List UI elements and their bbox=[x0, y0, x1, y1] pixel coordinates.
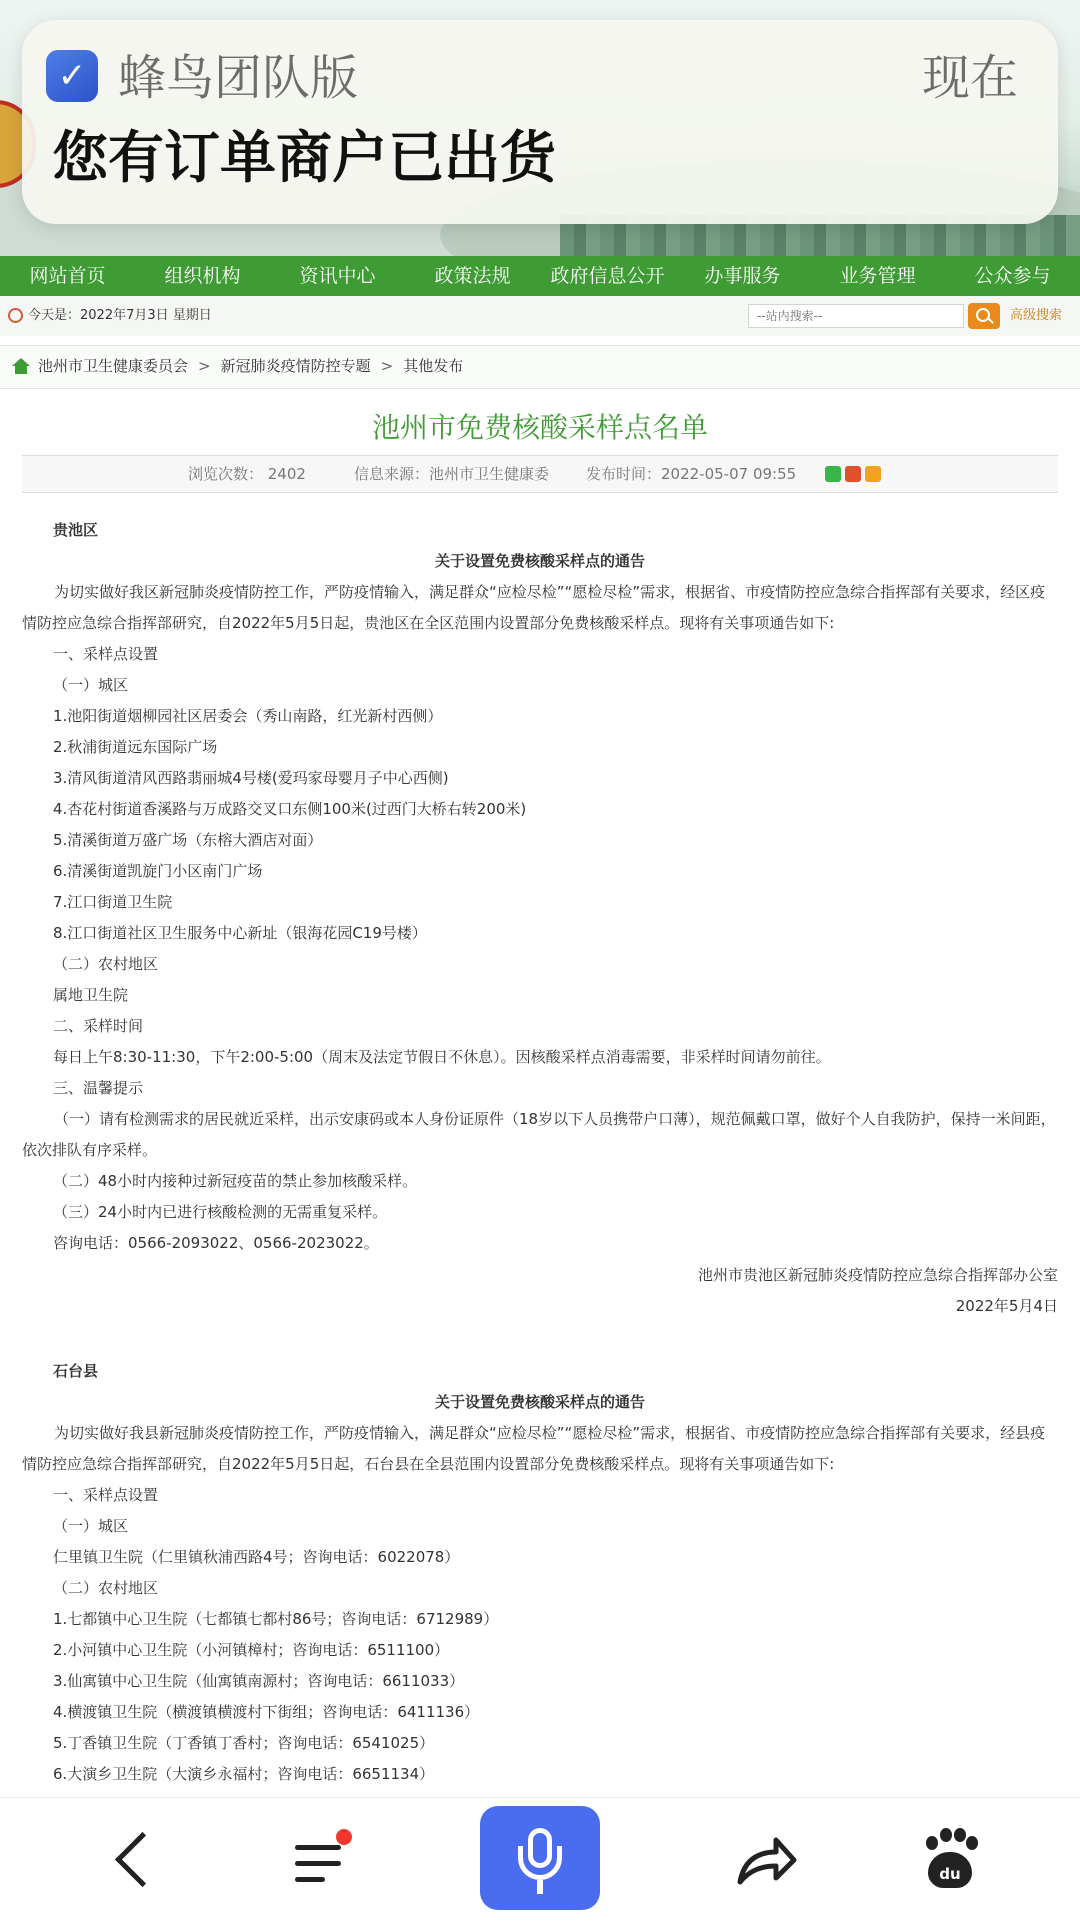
sampling-site: 3.仙寓镇中心卫生院（仙寓镇南源村；咨询电话：6611033） bbox=[53, 1672, 465, 1690]
sampling-site: 2.小河镇中心卫生院（小河镇樟村；咨询电话：6511100） bbox=[53, 1641, 450, 1659]
view-count: 浏览次数： 2402 bbox=[188, 465, 306, 483]
sampling-site: 1.七都镇中心卫生院（七都镇七都村86号；咨询电话：6712989） bbox=[53, 1610, 499, 1628]
main-nav bbox=[0, 256, 1080, 296]
baidu-paw-icon bbox=[926, 1836, 938, 1850]
notice-heading: 关于设置免费核酸采样点的通告 bbox=[434, 1393, 645, 1411]
notification-app-name: 蜂鸟团队版 bbox=[118, 50, 359, 106]
notice-intro: 为切实做好我县新冠肺炎疫情防控工作，严防疫情输入，满足群众“应检尽检”“愿检尽检”需求，根据省、市疫情防控应急综合指挥部有关要求，经县疫情防控应急综合指挥部研究，自2022年5月5日起，石台县在全县范围内设置部分免费核酸采样点。现将有关事项通告如下: bbox=[22, 1424, 1046, 1473]
breadcrumb-separator: > bbox=[198, 357, 211, 375]
breadcrumb-separator: > bbox=[380, 357, 394, 375]
consult-phone: 咨询电话：0566-2093022、0566-2023022。 bbox=[53, 1234, 379, 1252]
wechat-share-icon[interactable] bbox=[825, 466, 841, 482]
sub-section-heading: （二）农村地区 bbox=[53, 955, 159, 973]
nav-item-participation[interactable]: 公众参与 bbox=[974, 265, 1051, 287]
nav-item-policy[interactable]: 政策法规 bbox=[434, 265, 511, 287]
breadcrumb-item-other[interactable]: 其他发布 bbox=[403, 357, 464, 375]
sampling-site: 仁里镇卫生院（仁里镇秋浦西路4号；咨询电话：6022078） bbox=[53, 1548, 460, 1566]
section-heading: 二、采样时间 bbox=[53, 1017, 144, 1035]
page-title: 池州市免费核酸采样点名单 bbox=[371, 411, 708, 444]
menu-icon bbox=[295, 1845, 341, 1850]
clock-icon bbox=[8, 308, 23, 323]
tip-text: （一）请有检测需求的居民就近采样，出示安康码或本人身份证原件（18岁以下人员携带户口薄），规范佩戴口罩，做好个人自我防护，保持一米间距，依次排队有序采样。 bbox=[22, 1110, 1056, 1159]
sampling-site: 属地卫生院 bbox=[53, 986, 129, 1004]
site-search-input[interactable] bbox=[748, 304, 964, 328]
back-button[interactable] bbox=[105, 1828, 155, 1898]
baidu-label: du bbox=[928, 1852, 972, 1888]
breadcrumb-item-health-commission[interactable]: 池州市卫生健康委员会 bbox=[38, 357, 189, 375]
district-heading: 石台县 bbox=[53, 1362, 99, 1380]
notice-signature: 池州市贵池区新冠肺炎疫情防控应急综合指挥部办公室 bbox=[697, 1266, 1058, 1284]
browser-toolbar bbox=[0, 1797, 1080, 1921]
push-notification[interactable] bbox=[22, 20, 1058, 224]
section-heading: 三、温馨提示 bbox=[53, 1079, 144, 1097]
sampling-site: 8.江口街道社区卫生服务中心新址（银海花园C19号楼） bbox=[53, 924, 427, 942]
notification-time: 现在 bbox=[921, 50, 1018, 106]
tip-text: （二）48小时内接种过新冠疫苗的禁止参加核酸采样。 bbox=[53, 1172, 418, 1190]
sampling-site: 5.清溪街道万盛广场（东榕大酒店对面） bbox=[53, 831, 323, 849]
sub-section-heading: （一）城区 bbox=[53, 676, 129, 694]
breadcrumb-item-covid-topic[interactable]: 新冠肺炎疫情防控专题 bbox=[220, 357, 371, 375]
sampling-hours: 每日上午8:30-11:30，下午2:00-5:00（周末及法定节假日不休息）。因核酸采样点消毒需要，非采样时间请勿前往。 bbox=[53, 1048, 831, 1066]
weibo-share-icon[interactable] bbox=[845, 466, 861, 482]
search-button[interactable] bbox=[968, 303, 1000, 329]
publish-time: 发布时间：2022-05-07 09:55 bbox=[586, 465, 797, 483]
current-date: 今天是：2022年7月3日 星期日 bbox=[28, 308, 212, 323]
tip-text: （三）24小时内已进行核酸检测的无需重复采样。 bbox=[53, 1203, 388, 1221]
sampling-site: 7.江口街道卫生院 bbox=[53, 893, 173, 911]
notice-date: 2022年5月4日 bbox=[955, 1297, 1058, 1315]
date-search-bar bbox=[0, 296, 1080, 336]
sampling-site: 6.清溪街道凯旋门小区南门广场 bbox=[53, 862, 263, 880]
sampling-site: 1.池阳街道烟柳园社区居委会（秀山南路，红光新村西侧） bbox=[53, 707, 443, 725]
voice-search-button[interactable] bbox=[480, 1806, 600, 1910]
nav-item-gov-info[interactable]: 政府信息公开 bbox=[550, 265, 665, 287]
sampling-site: 2.秋浦街道远东国际广场 bbox=[53, 738, 218, 756]
menu-button[interactable] bbox=[290, 1833, 350, 1893]
sub-section-heading: （一）城区 bbox=[53, 1517, 129, 1535]
notice-heading: 关于设置免费核酸采样点的通告 bbox=[434, 552, 645, 570]
nav-item-services[interactable]: 办事服务 bbox=[704, 265, 781, 287]
app-logo-icon: ✓ bbox=[46, 50, 98, 102]
share-arrow-icon bbox=[730, 1830, 800, 1890]
sampling-site: 6.大演乡卫生院（大演乡永福村；咨询电话：6651134） bbox=[53, 1765, 435, 1783]
notice-intro: 为切实做好我区新冠肺炎疫情防控工作，严防疫情输入，满足群众“应检尽检”“愿检尽检”需求，根据省、市疫情防控应急综合指挥部有关要求，经区疫情防控应急综合指挥部研究，自2022年5月5日起，贵池区在全区范围内设置部分免费核酸采样点。现将有关事项通告如下: bbox=[22, 583, 1046, 632]
baidu-home-button[interactable] bbox=[920, 1828, 980, 1892]
notification-message: 您有订单商户已出货 bbox=[52, 126, 556, 191]
sampling-site: 4.杏花村街道香溪路与万成路交叉口东侧100米(过西门大桥右转200米) bbox=[53, 800, 527, 818]
chevron-left-icon bbox=[115, 1832, 170, 1887]
nav-item-business[interactable]: 业务管理 bbox=[839, 265, 916, 287]
section-heading: 一、采样点设置 bbox=[53, 645, 159, 663]
breadcrumb bbox=[0, 345, 1080, 389]
sampling-site: 5.丁香镇卫生院（丁香镇丁香村；咨询电话：6541025） bbox=[53, 1734, 435, 1752]
sampling-site: 3.清风街道清风西路翡丽城4号楼(爱玛家母婴月子中心西侧) bbox=[53, 769, 449, 787]
nav-item-home[interactable]: 网站首页 bbox=[29, 265, 106, 287]
sampling-site: 4.横渡镇卫生院（横渡镇横渡村下街组；咨询电话：6411136） bbox=[53, 1703, 480, 1721]
home-icon bbox=[12, 358, 30, 366]
info-source: 信息来源：池州市卫生健康委 bbox=[354, 465, 550, 483]
qzone-share-icon[interactable] bbox=[865, 466, 881, 482]
nav-item-organization[interactable]: 组织机构 bbox=[164, 265, 241, 287]
section-heading: 一、采样点设置 bbox=[53, 1486, 159, 1504]
notification-dot bbox=[336, 1829, 352, 1845]
article-meta bbox=[22, 455, 1058, 493]
share-button[interactable] bbox=[730, 1830, 800, 1890]
sub-section-heading: （二）农村地区 bbox=[53, 1579, 159, 1597]
nav-item-news[interactable]: 资讯中心 bbox=[299, 265, 376, 287]
district-heading: 贵池区 bbox=[53, 521, 99, 539]
advanced-search-link[interactable]: 高级搜索 bbox=[1010, 308, 1063, 323]
